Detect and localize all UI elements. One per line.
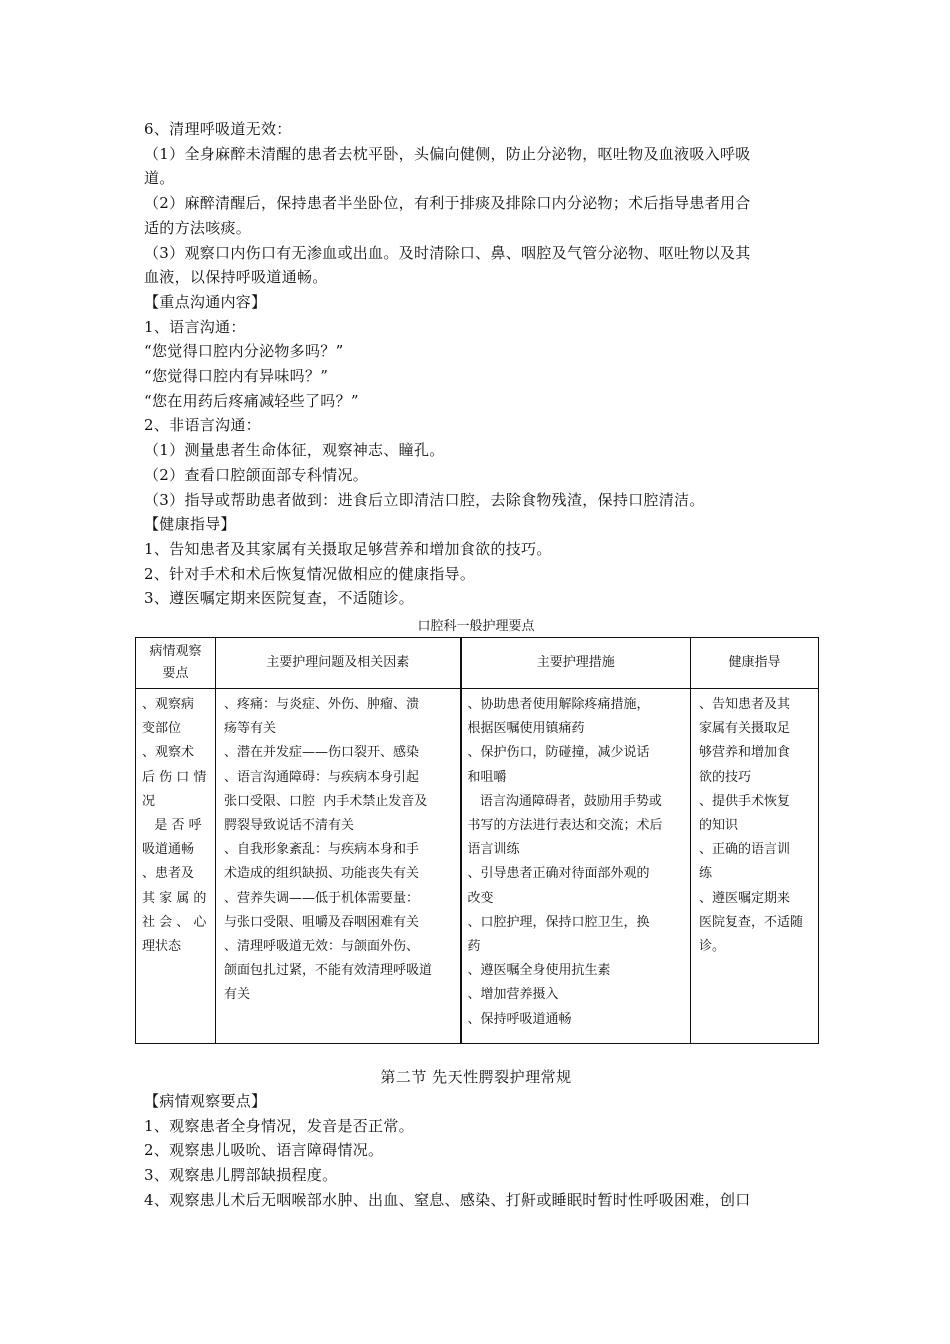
- col2-line: 颌面包扎过紧，不能有效清理呼吸道: [224, 963, 433, 979]
- cell-observation: [136, 689, 216, 1044]
- col3-line: 、口腔护理，保持口腔卫生，换: [467, 914, 650, 930]
- text-line: 1、语言沟通：: [144, 317, 246, 336]
- text-line: 3、遵医嘱定期来医院复查，不适随诊。: [144, 589, 414, 608]
- col2-line: 疡等有关: [224, 721, 277, 737]
- text-line: 1、观察患者全身情况，发音是否正常。: [144, 1116, 414, 1135]
- text-line: （2）麻醉清醒后，保持患者半坐卧位，有利于排痰及排除口内分泌物；术后指导患者用合: [144, 194, 751, 213]
- col3-line: 、增加营养摄入: [467, 987, 559, 1003]
- header-observation: [136, 638, 216, 689]
- col3-line: 根据医嘱使用镇痛药: [467, 721, 585, 737]
- col1-line: 社 会 、 心: [142, 914, 207, 930]
- cell-measures: [461, 689, 691, 1044]
- col4-line: 诊。: [699, 939, 726, 955]
- text-line: “您觉得口腔内分泌物多吗？”: [144, 342, 344, 361]
- col2-line: 腭裂导致说话不清有关: [224, 818, 355, 834]
- col1-line: 吸道通畅: [142, 842, 195, 858]
- text-line: 【重点沟通内容】: [144, 292, 267, 311]
- table-header-row: [136, 638, 819, 689]
- col3-line: 书写的方法进行表达和交流；术后: [467, 818, 663, 834]
- col4-line: 够营养和增加食: [699, 745, 791, 761]
- text-line: （3）观察口内伤口有无渗血或出血。及时清除口、鼻、咽腔及气管分泌物、呕吐物以及其: [144, 243, 751, 262]
- text-line: 适的方法咳痰。: [144, 218, 252, 237]
- col2-line: 有关: [224, 987, 251, 1003]
- col2-line: 、疼痛：与炎症、外伤、肿瘤、溃: [224, 697, 420, 712]
- col4-line: 、遵医嘱定期来: [699, 890, 791, 906]
- text-line: 道。: [144, 169, 175, 188]
- cell-health-guidance: [691, 689, 819, 1044]
- nursing-points-table: [135, 637, 819, 1044]
- text-line: 【健康指导】: [144, 515, 236, 534]
- text-line: 2、观察患儿吸吮、语言障碍情况。: [144, 1141, 384, 1160]
- col3-line: 、遵医嘱全身使用抗生素: [467, 963, 611, 979]
- col4-line: 家属有关摄取足: [699, 721, 791, 737]
- text-line: “您在用药后疼痛减轻些了吗？”: [144, 391, 359, 410]
- col1-line: 后 伤 口 情: [142, 769, 207, 785]
- col3-line: 、引导患者正确对待面部外观的: [467, 866, 650, 882]
- col4-line: 欲的技巧: [699, 769, 752, 785]
- table-caption: 口腔科一般护理要点: [417, 619, 535, 634]
- header-health-guidance: 健康指导: [691, 638, 819, 689]
- text-line: 3、观察患儿腭部缺损程度。: [144, 1166, 338, 1185]
- header-observation-text: 病情观察 要点: [149, 644, 202, 681]
- col4-line: 、告知患者及其: [699, 697, 791, 712]
- col3-line: 改变: [467, 890, 494, 906]
- col1-line: 、观察术: [142, 745, 195, 761]
- col3-line: 语言训练: [467, 842, 520, 858]
- text-line: 2、针对手术和术后恢复情况做相应的健康指导。: [144, 564, 476, 583]
- text-line: 2、非语言沟通：: [144, 416, 261, 435]
- col2-line: 、自我形象紊乱：与疾病本身和手: [224, 842, 420, 858]
- col4-line: 的知识: [699, 818, 739, 834]
- col2-line: 、营养失调——低于机体需要量：: [224, 890, 420, 906]
- col1-line: 其 家 属 的: [142, 890, 207, 906]
- text-line: 4、观察患儿术后无咽喉部水肿、出血、窒息、感染、打鼾或睡眠时暂时性呼吸困难，创口: [144, 1190, 751, 1209]
- cell-problems: [216, 689, 461, 1044]
- col2-line: 术造成的组织缺损、功能丧失有关: [224, 866, 420, 882]
- col4-line: 医院复查，不适随: [699, 914, 804, 930]
- col2-line: 、清理呼吸道无效：与颌面外伤、: [224, 939, 420, 955]
- text-line: 血液，以保持呼吸道通畅。: [144, 268, 328, 287]
- text-line: “您觉得口腔内有异味吗？”: [144, 367, 329, 385]
- col1-line: 是 否 呼: [142, 818, 202, 834]
- col3-line: 语言沟通障碍者，鼓励用手势或: [467, 793, 662, 809]
- text-line: 6、清理呼吸道无效：: [144, 120, 292, 138]
- col4-line: 练: [699, 866, 713, 882]
- col3-line: 、保护伤口，防碰撞，减少说话: [467, 745, 650, 761]
- header-measures: 主要护理措施: [461, 638, 691, 689]
- text-line: （2）查看口腔颌面部专科情况。: [144, 465, 369, 484]
- col4-line: 、提供手术恢复: [699, 793, 791, 809]
- col3-line: 和咀嚼: [467, 769, 507, 785]
- col2-line: 、语言沟通障碍：与疾病本身引起: [224, 769, 420, 785]
- text-line: （1）测量患者生命体征，观察神志、瞳孔。: [144, 441, 445, 460]
- col1-line: 况: [142, 793, 156, 809]
- col2-line: 、潜在并发症——伤口裂开、感染: [224, 745, 420, 761]
- col3-line: 药: [467, 939, 481, 955]
- col1-line: 变部位: [142, 721, 182, 737]
- text-line: 【病情观察要点】: [144, 1092, 267, 1110]
- col1-line: 、患者及: [142, 866, 195, 882]
- header-problems: 主要护理问题及相关因素: [216, 638, 461, 689]
- text-line: （1）全身麻醉未清醒的患者去枕平卧，头偏向健侧，防止分泌物，呕吐物及血液吸入呼吸: [144, 144, 751, 163]
- col1-line: 、观察病: [142, 697, 195, 712]
- table-row: [136, 689, 819, 1044]
- text-line: 1、告知患者及其家属有关摄取足够营养和增加食欲的技巧。: [144, 539, 552, 558]
- text-line: （3）指导或帮助患者做到：进食后立即清洁口腔，去除食物残渣，保持口腔清洁。: [144, 490, 705, 509]
- col4-line: 、正确的语言训: [699, 842, 791, 858]
- col2-line: 张口受限、口腔 内手术禁止发音及: [224, 793, 428, 809]
- col3-line: 、保持呼吸道通畅: [467, 1011, 572, 1027]
- col1-line: 理状态: [142, 939, 182, 955]
- col2-line: 与张口受限、咀嚼及吞咽困难有关: [224, 914, 420, 930]
- section-title: 第二节 先天性腭裂护理常规: [380, 1068, 572, 1086]
- col3-line: 、协助患者使用解除疼痛措施，: [467, 697, 650, 712]
